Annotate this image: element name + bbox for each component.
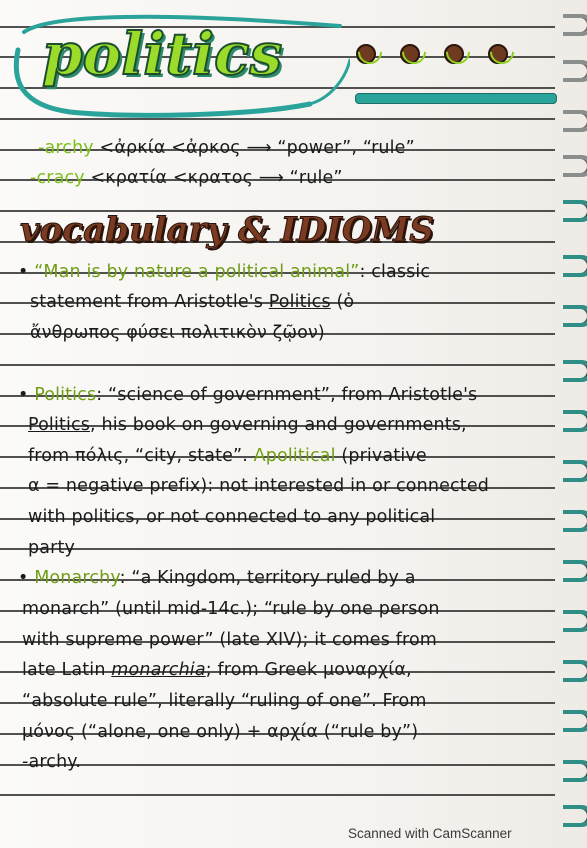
entry2-line1 xyxy=(18,385,547,405)
spiral-ring xyxy=(563,510,587,532)
entry2-text: party xyxy=(28,538,75,558)
entry2-line2 xyxy=(28,415,547,435)
entry3-text: μόνος (“alone, one only) + αρχία (“rule by”) xyxy=(22,722,419,742)
entry1-line1 xyxy=(18,262,547,282)
etymology-cracy xyxy=(30,168,547,188)
decorative-bar xyxy=(355,93,557,104)
entry1-quote: “Man is by nature a political animal” xyxy=(34,262,360,282)
bullet: • xyxy=(18,262,35,282)
entry3-line1 xyxy=(18,568,547,588)
entry1-text: (ὁ xyxy=(330,292,355,312)
etymology-archy xyxy=(38,138,547,158)
entry3-text: late Latin xyxy=(22,660,112,680)
entry1-line2 xyxy=(30,292,547,312)
spiral-ring xyxy=(563,660,587,682)
entry3-text: ; from Greek μοναρχία, xyxy=(205,660,412,680)
entry2-text: : “science of government”, from Aristotle's xyxy=(96,385,478,405)
spiral-ring xyxy=(563,710,587,732)
entry2-line3 xyxy=(28,446,547,466)
decorative-dot-arc xyxy=(397,35,431,69)
entry2-text: with politics, or not connected to any political xyxy=(28,507,436,527)
entry1-line3 xyxy=(30,323,547,343)
spiral-ring xyxy=(563,14,587,36)
entry3-text: monarch” (until mid-14c.); “rule by one person xyxy=(22,599,440,619)
entry2-line6 xyxy=(28,538,547,558)
spiral-ring xyxy=(563,560,587,582)
spiral-ring xyxy=(563,760,587,782)
spiral-ring xyxy=(563,155,587,177)
etymology-cracy-text: <κρατία <κρατος ⟶ “rule” xyxy=(84,168,343,188)
spiral-ring xyxy=(563,805,587,827)
suffix-cracy: -cracy xyxy=(30,168,85,188)
spiral-ring xyxy=(563,460,587,482)
spiral-ring xyxy=(563,305,587,327)
spiral-ring xyxy=(563,610,587,632)
decorative-dot-arc xyxy=(441,35,475,69)
suffix-archy: -archy xyxy=(38,138,94,158)
entry3-line7 xyxy=(22,752,547,772)
scanner-watermark: Scanned with CamScanner xyxy=(348,826,512,841)
entry2-line4 xyxy=(28,476,547,496)
page-title: politics xyxy=(42,20,283,88)
bullet: • xyxy=(18,568,35,588)
term-politics: Politics xyxy=(34,385,97,405)
spiral-ring xyxy=(563,410,587,432)
bullet: • xyxy=(18,385,35,405)
entry1-text: statement from Aristotle's xyxy=(30,292,269,312)
entry3-line2 xyxy=(22,599,547,619)
entry3-line6 xyxy=(22,722,547,742)
entry2-text: α = negative prefix): not interested in or connected xyxy=(28,476,489,496)
entry2-text: (privative xyxy=(335,446,427,466)
ruled-line xyxy=(0,364,555,366)
entry1-text: : classic xyxy=(359,262,431,282)
politics-book-title: Politics xyxy=(28,415,91,435)
entry1-greek: ἄνθρωπος φύσει πολιτικὸν ζῷον) xyxy=(30,323,325,343)
entry3-line4 xyxy=(22,660,547,680)
spiral-ring xyxy=(563,110,587,132)
spiral-ring xyxy=(563,200,587,222)
latin-term: monarchia xyxy=(111,660,206,680)
ruled-line xyxy=(0,794,555,796)
entry2-text: from πόλις, “city, state”. xyxy=(28,446,254,466)
title-banner xyxy=(10,10,350,120)
entry3-text: “absolute rule”, literally “ruling of one”. From xyxy=(22,691,427,711)
entry2-line5 xyxy=(28,507,547,527)
entry3-text: -archy. xyxy=(22,752,82,772)
entry3-text: : “a Kingdom, territory ruled by a xyxy=(119,568,416,588)
entry3-text: with supreme power” (late XIV); it comes from xyxy=(22,630,438,650)
decorative-dot-arc xyxy=(353,35,387,69)
etymology-archy-text: <ἀρκία <ἀρκος ⟶ “power”, “rule” xyxy=(93,138,415,158)
vocabulary-heading: vocabulary & IDIOMS xyxy=(20,210,434,250)
entry3-line3 xyxy=(22,630,547,650)
entry3-line5 xyxy=(22,691,547,711)
term-apolitical: Apolitical xyxy=(253,446,336,466)
decorative-dot-arc xyxy=(485,35,519,69)
politics-book-title: Politics xyxy=(268,292,331,312)
spiral-ring xyxy=(563,360,587,382)
term-monarchy: Monarchy xyxy=(34,568,120,588)
spiral-ring xyxy=(563,60,587,82)
spiral-ring xyxy=(563,255,587,277)
entry2-text: , his book on governing and governments, xyxy=(90,415,467,435)
